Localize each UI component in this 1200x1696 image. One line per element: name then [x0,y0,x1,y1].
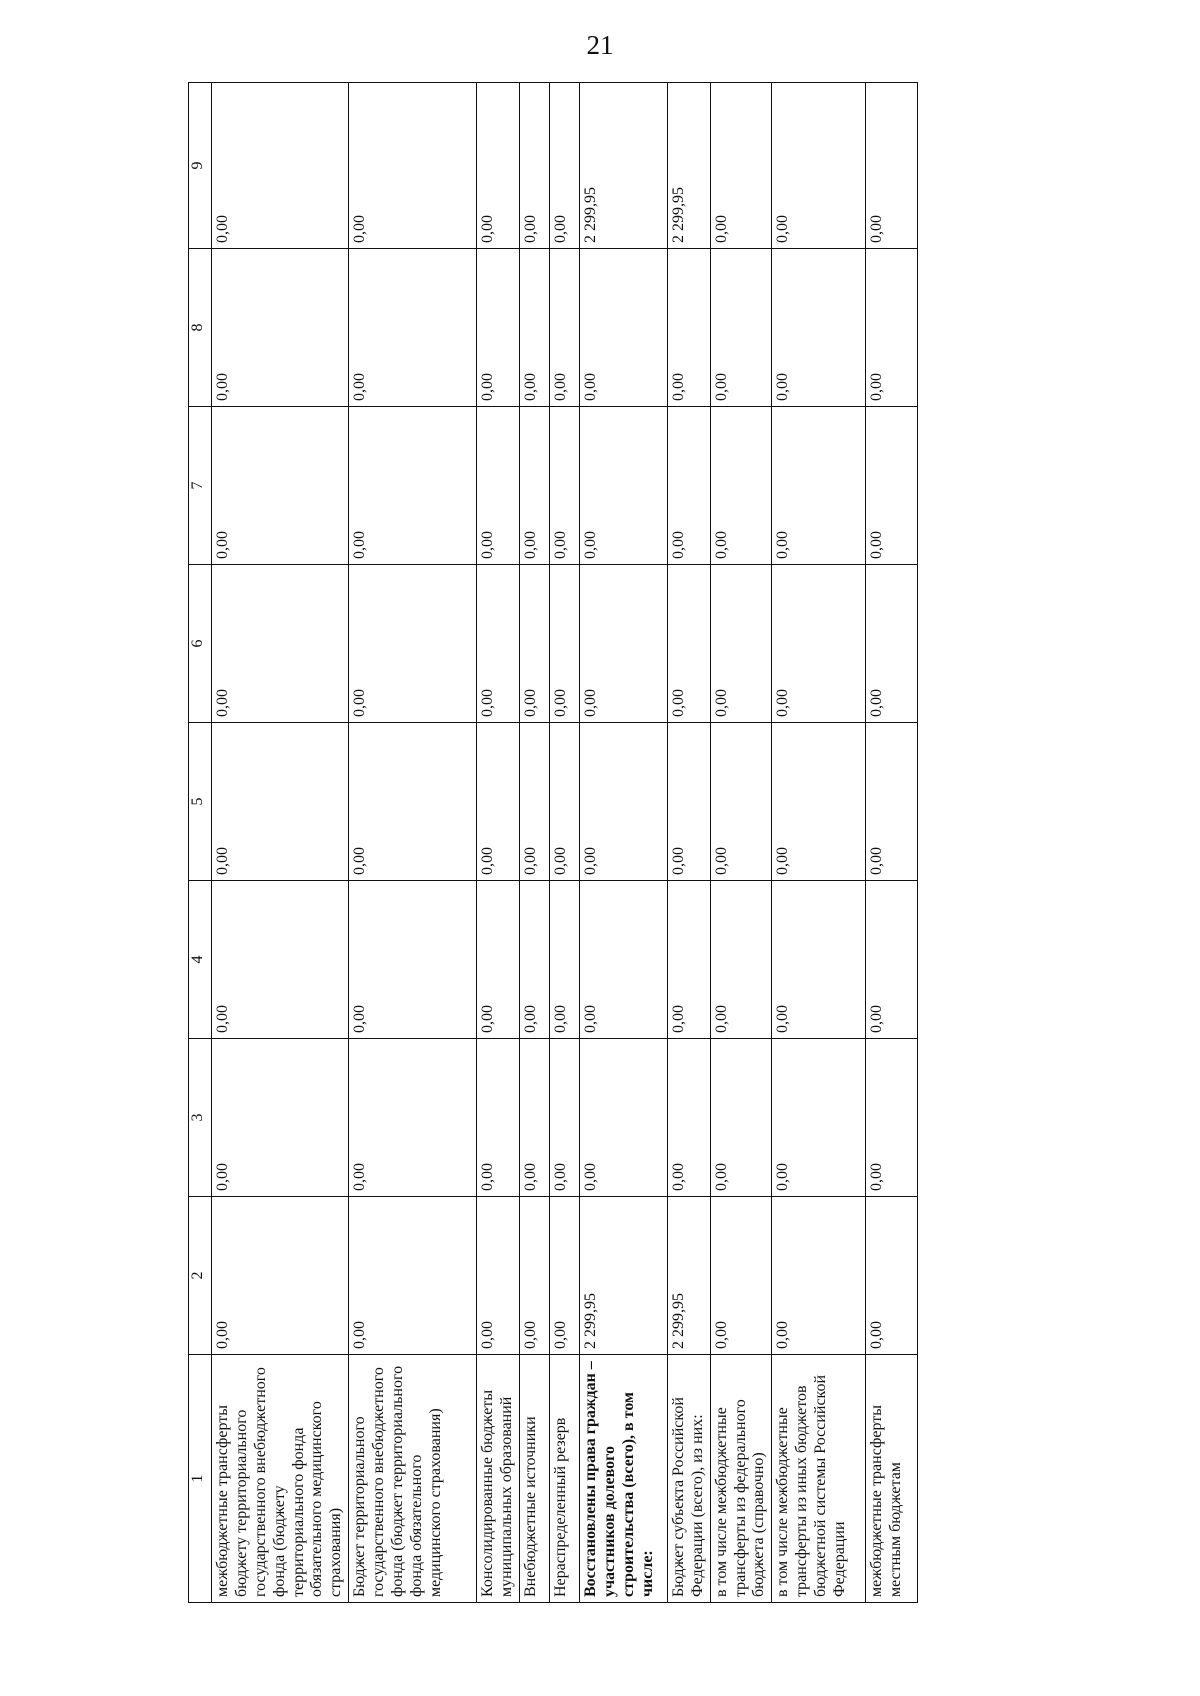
value-cell: 0,00 [519,407,549,565]
value-cell: 0,00 [772,565,866,723]
value-cell: 0,00 [710,1039,772,1197]
table-row [477,83,520,1603]
row-label: в том числе межбюджетные трансферты из федерального бюджета (справочно) [710,1355,772,1603]
table-row [710,83,772,1603]
value-cell: 0,00 [212,881,349,1039]
row-label: межбюджетные трансферты бюджету территориального государственного внебюджетного фонда (бюджету территориального фонда обязательного медицинского страхования) [212,1355,349,1603]
row-label: Бюджет субъекта Российской Федерации (всего), из них: [667,1355,710,1603]
value-cell: 0,00 [710,723,772,881]
value-cell: 0,00 [579,565,667,723]
table-row [549,83,579,1603]
value-cell: 0,00 [477,407,520,565]
value-cell: 0,00 [519,723,549,881]
page-number: 21 [586,30,614,60]
value-cell: 0,00 [866,249,918,407]
value-cell: 0,00 [772,249,866,407]
value-cell: 0,00 [667,407,710,565]
row-label: Внебюджетные источники [519,1355,549,1603]
column-header: 6 [189,565,212,723]
value-cell: 2 299,95 [579,1197,667,1355]
value-cell: 0,00 [866,565,918,723]
value-cell: 0,00 [866,407,918,565]
value-cell: 0,00 [772,1197,866,1355]
value-cell: 0,00 [212,723,349,881]
value-cell: 0,00 [519,881,549,1039]
rotated-table-container [188,83,993,1603]
value-cell: 0,00 [710,881,772,1039]
value-cell: 0,00 [710,407,772,565]
value-cell: 0,00 [477,565,520,723]
row-label: Консолидированные бюджеты муниципальных образований [477,1355,520,1603]
value-cell: 0,00 [667,1039,710,1197]
table-row [667,83,710,1603]
value-cell: 0,00 [579,723,667,881]
value-cell: 0,00 [519,565,549,723]
value-cell: 0,00 [477,881,520,1039]
table-row [349,83,477,1603]
value-cell: 0,00 [477,83,520,249]
value-cell: 0,00 [866,1039,918,1197]
value-cell: 0,00 [549,1039,579,1197]
value-cell: 0,00 [519,1197,549,1355]
value-cell: 0,00 [667,881,710,1039]
value-cell: 0,00 [667,565,710,723]
value-cell: 0,00 [579,407,667,565]
value-cell: 0,00 [349,1197,477,1355]
value-cell: 0,00 [549,565,579,723]
value-cell: 0,00 [866,83,918,249]
value-cell: 0,00 [710,83,772,249]
value-cell: 0,00 [549,83,579,249]
value-cell: 2 299,95 [667,83,710,249]
value-cell: 0,00 [477,1197,520,1355]
value-cell: 0,00 [549,1197,579,1355]
value-cell: 0,00 [579,249,667,407]
value-cell: 0,00 [772,1039,866,1197]
row-label: Восстановлены права граждан – участников долевого строительства (всего), в том числе: [579,1355,667,1603]
value-cell: 0,00 [549,407,579,565]
table-row [866,83,918,1603]
value-cell: 0,00 [349,83,477,249]
value-cell: 0,00 [212,565,349,723]
row-label: в том числе межбюджетные трансферты из иных бюджетов бюджетной системы Российской Федерации [772,1355,866,1603]
value-cell: 0,00 [667,723,710,881]
column-header: 1 [189,1355,212,1603]
value-cell: 0,00 [866,881,918,1039]
table-row [772,83,866,1603]
value-cell: 0,00 [667,249,710,407]
value-cell: 0,00 [349,565,477,723]
value-cell: 0,00 [866,1197,918,1355]
value-cell: 0,00 [549,249,579,407]
table-row [579,83,667,1603]
column-header: 5 [189,723,212,881]
value-cell: 0,00 [579,881,667,1039]
value-cell: 2 299,95 [667,1197,710,1355]
value-cell: 0,00 [212,407,349,565]
value-cell: 0,00 [579,1039,667,1197]
column-header: 8 [189,249,212,407]
value-cell: 0,00 [349,249,477,407]
value-cell: 0,00 [772,881,866,1039]
value-cell: 0,00 [212,1197,349,1355]
table-row [212,83,349,1603]
column-header: 9 [189,83,212,249]
value-cell: 0,00 [710,1197,772,1355]
value-cell: 0,00 [710,565,772,723]
value-cell: 0,00 [519,1039,549,1197]
column-header: 3 [189,1039,212,1197]
value-cell: 0,00 [772,723,866,881]
value-cell: 0,00 [349,723,477,881]
value-cell: 0,00 [349,881,477,1039]
value-cell: 2 299,95 [579,83,667,249]
value-cell: 0,00 [349,1039,477,1197]
value-cell: 0,00 [519,249,549,407]
value-cell: 0,00 [710,249,772,407]
row-label: Бюджет территориального государственного внебюджетного фонда (бюджет территориального фонда обязательного медицинского страхования) [349,1355,477,1603]
column-header: 4 [189,881,212,1039]
value-cell: 0,00 [866,723,918,881]
header-row [189,83,212,1603]
value-cell: 0,00 [212,83,349,249]
value-cell: 0,00 [772,407,866,565]
value-cell: 0,00 [212,1039,349,1197]
table-body [212,83,918,1603]
column-header: 7 [189,407,212,565]
value-cell: 0,00 [212,249,349,407]
value-cell: 0,00 [549,881,579,1039]
value-cell: 0,00 [519,83,549,249]
column-header: 2 [189,1197,212,1355]
value-cell: 0,00 [772,83,866,249]
row-label: межбюджетные трансферты местным бюджетам [866,1355,918,1603]
value-cell: 0,00 [477,249,520,407]
table-row [519,83,549,1603]
value-cell: 0,00 [477,723,520,881]
value-cell: 0,00 [549,723,579,881]
budget-table [188,82,918,1603]
row-label: Нераспределенный резерв [549,1355,579,1603]
value-cell: 0,00 [477,1039,520,1197]
value-cell: 0,00 [349,407,477,565]
